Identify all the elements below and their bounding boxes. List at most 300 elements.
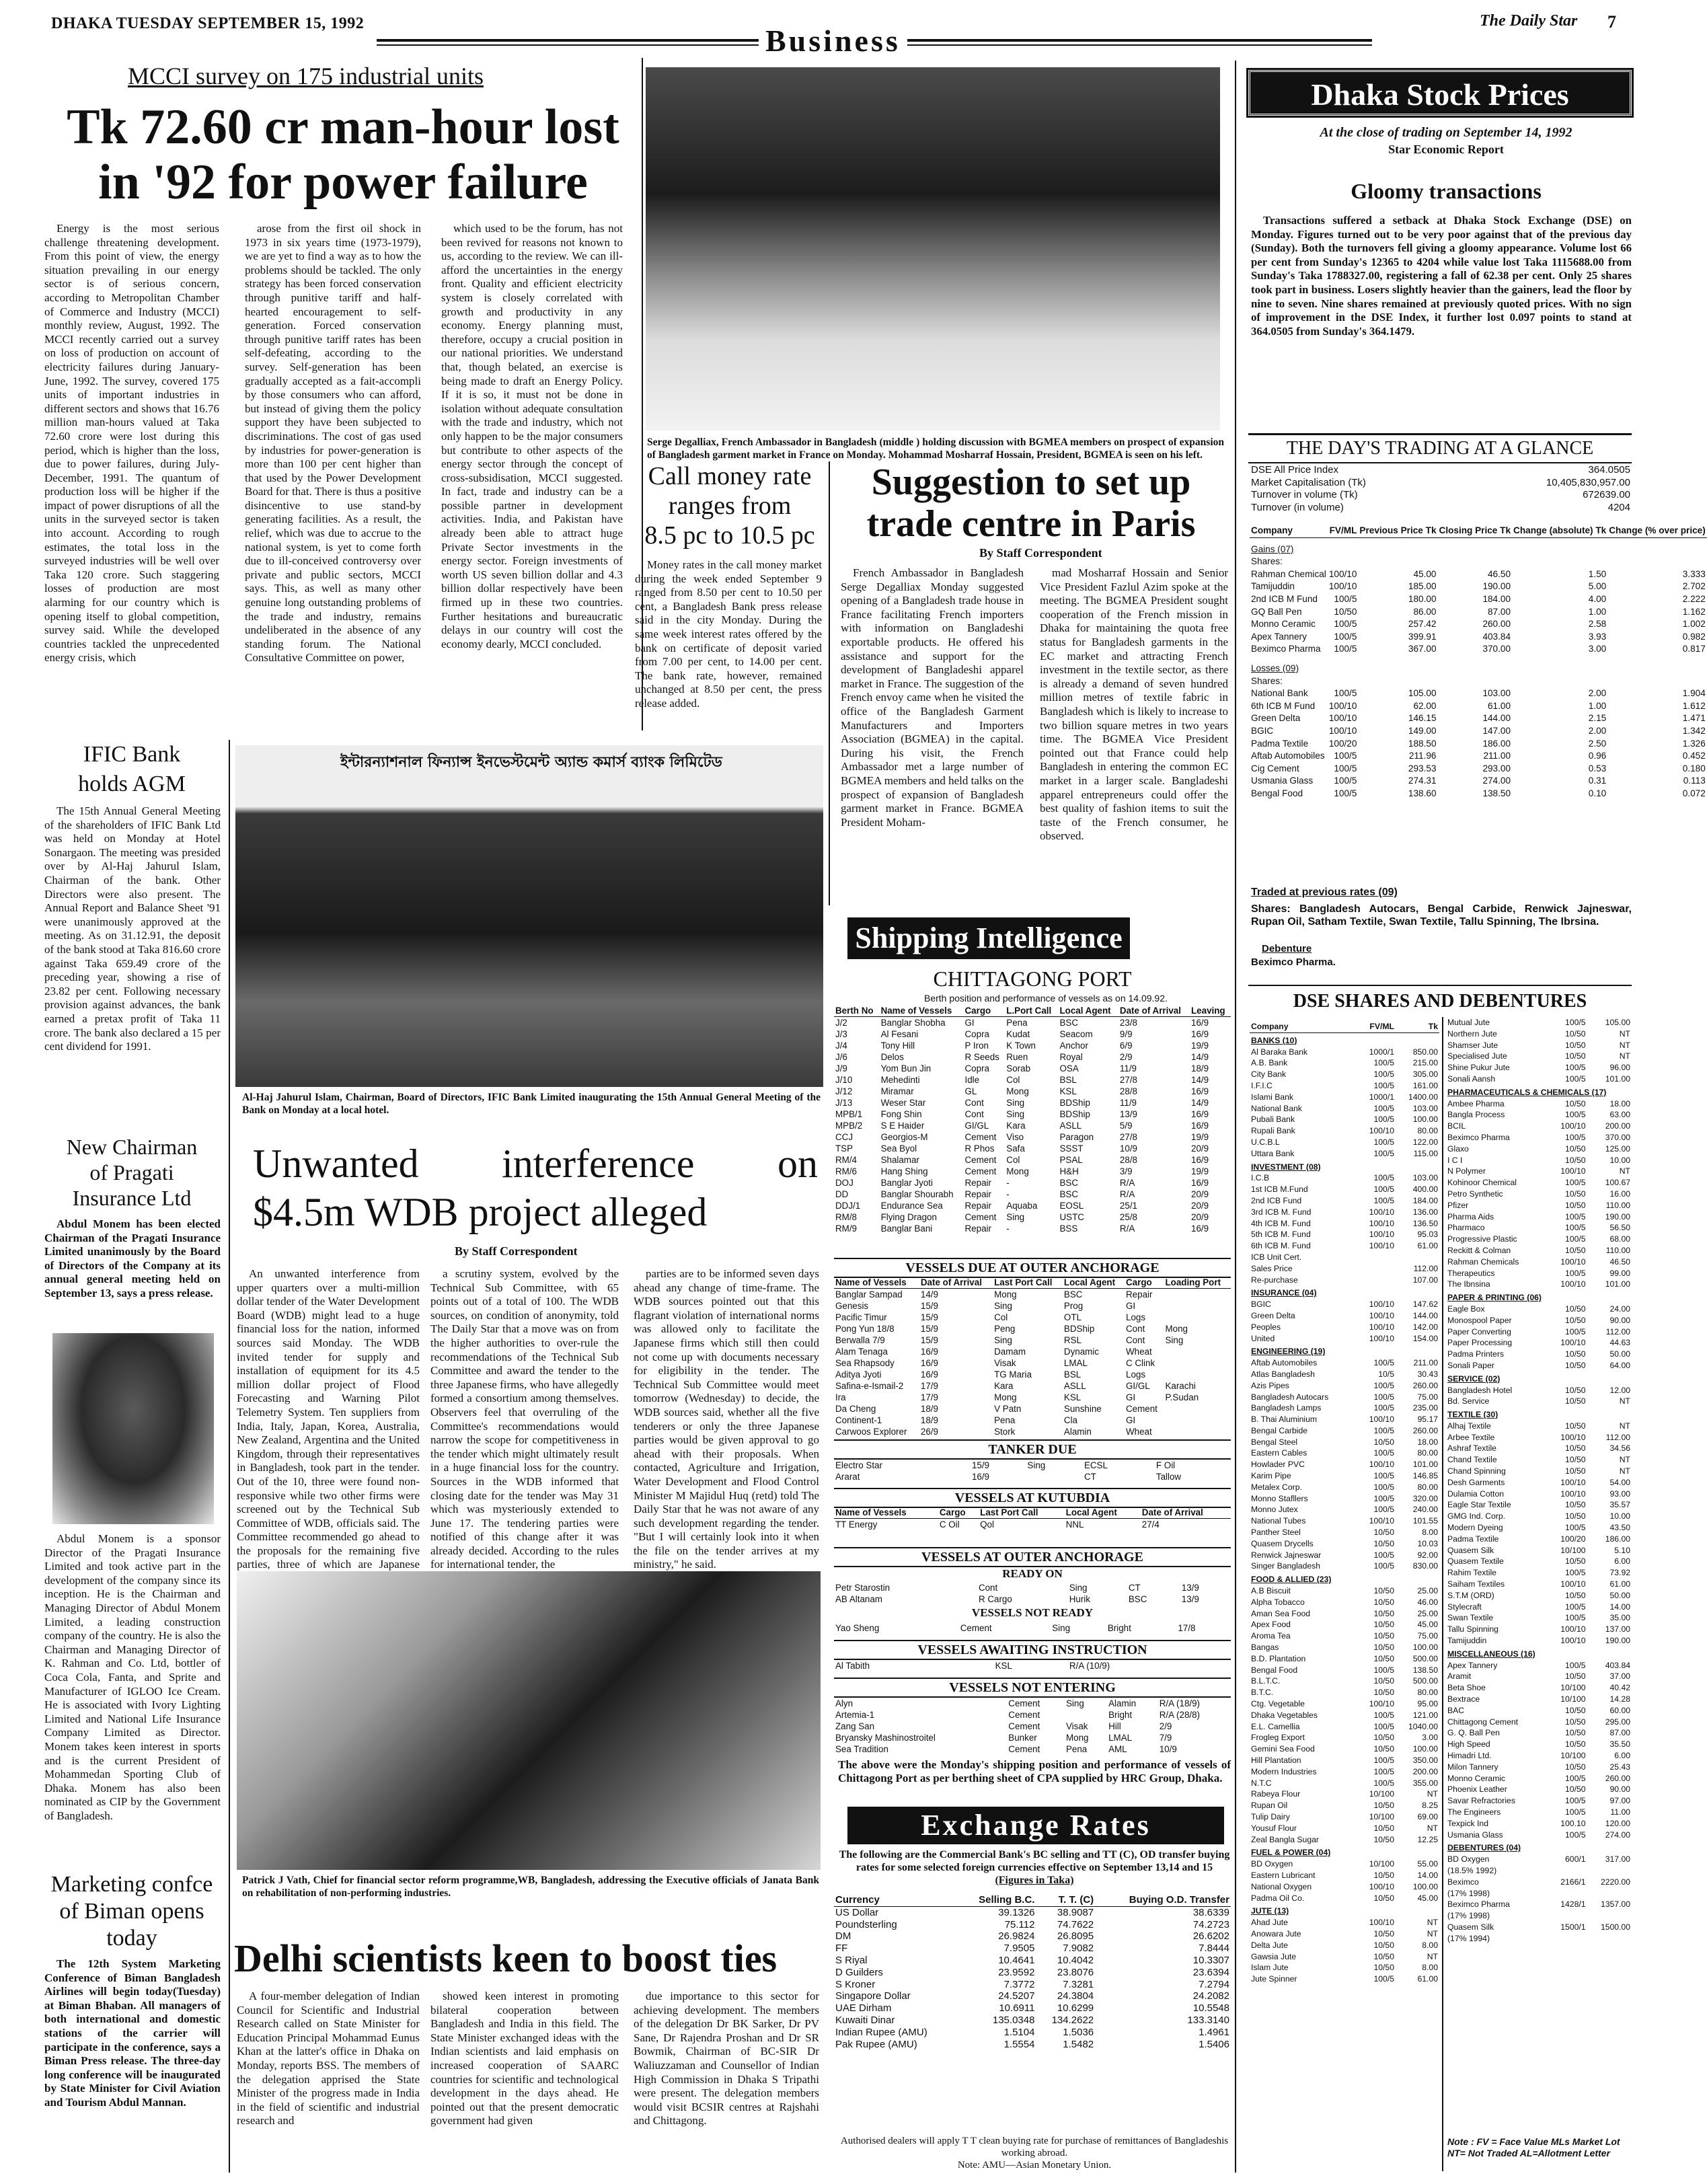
share-price: NT <box>1427 1789 1438 1799</box>
face-value: 10/50 <box>1565 1717 1586 1727</box>
face-value: 10/50 <box>1373 1586 1394 1596</box>
share-price: 211.00 <box>1413 1358 1438 1368</box>
face-value: 100/5 <box>1565 1602 1586 1612</box>
face-value: 100/5 <box>1373 1080 1394 1090</box>
janata-bank-photo <box>237 1571 821 1870</box>
table-cell: BSL <box>1059 1075 1077 1085</box>
share-price: NT <box>1619 1166 1630 1176</box>
table-cell: 0.113 <box>1683 776 1706 786</box>
face-value <box>1358 1263 1396 1275</box>
table-cell: 100/5 <box>1334 788 1357 798</box>
share-price: 8.00 <box>1422 1528 1438 1538</box>
sector-header <box>1250 1845 1439 1858</box>
table-cell: K Town <box>1006 1041 1036 1051</box>
share-price: 5.10 <box>1614 1545 1630 1555</box>
table-cell: 9/9 <box>1119 1029 1133 1039</box>
table-cell: Genesis <box>835 1301 869 1311</box>
table-cell: BSS <box>1059 1223 1078 1234</box>
table-cell: 274.31 <box>1408 776 1437 786</box>
share-price: 101.00 <box>1605 1279 1630 1289</box>
face-value: 10/50 <box>1373 1538 1394 1548</box>
sector-header <box>1250 1344 1439 1357</box>
share-price: 56.50 <box>1609 1223 1630 1233</box>
share-row <box>1446 1360 1632 1371</box>
share-price: 107.00 <box>1412 1275 1438 1285</box>
share-price: 830.00 <box>1412 1561 1438 1571</box>
table-cell: 18/9 <box>920 1415 938 1425</box>
table-cell: 2.00 <box>1588 688 1607 699</box>
company-name: Bangla Process <box>1447 1110 1505 1120</box>
glance-row <box>1250 489 1632 502</box>
table-cell: 3.00 <box>1588 644 1607 654</box>
share-price: 93.00 <box>1609 1489 1630 1499</box>
sector-label: TEXTILE (30) <box>1447 1410 1499 1420</box>
table-cell: 14/9 <box>1191 1098 1209 1108</box>
table-cell: 144.00 <box>1482 713 1511 724</box>
share-price: 112.00 <box>1413 1263 1438 1273</box>
exchange-intro: The following are the Commercial Bank's BC selling and TT (C), OD transfer buying rates for some selected foreign currencies effective on September 13,14 and 15 (Figures in Taka) <box>839 1849 1230 1886</box>
share-price: 45.00 <box>1417 1893 1438 1903</box>
face-value: 10/50 <box>1373 1631 1394 1641</box>
share-row <box>1446 1511 1632 1522</box>
face-value: 100/5 <box>1373 1425 1394 1435</box>
table-cell: - <box>1006 1178 1010 1188</box>
column-header: Name of Vessels <box>880 1005 964 1017</box>
face-value: 10/50 <box>1373 1963 1394 1973</box>
table-cell: SSST <box>1059 1143 1084 1154</box>
column-header: L.Port Call <box>1005 1005 1058 1017</box>
table-cell: GL <box>964 1086 977 1096</box>
share-row <box>1250 1788 1439 1800</box>
share-price: 35.00 <box>1609 1613 1630 1623</box>
company-name: Beximco Pharma <box>1447 1132 1510 1142</box>
company-name: National Bank <box>1251 1103 1302 1113</box>
ready-on-label: READY ON <box>1002 1567 1063 1580</box>
table-cell: RM/8 <box>835 1212 857 1222</box>
table-cell: US Dollar <box>835 1906 879 1918</box>
share-price: 10.00 <box>1609 1155 1630 1165</box>
company-name: Progressive Plastic <box>1447 1234 1517 1244</box>
sector-header <box>1250 1032 1439 1046</box>
column-header: Last Port Call <box>993 1277 1063 1289</box>
face-value <box>1548 1910 1587 1922</box>
sector-header <box>1446 1371 1632 1385</box>
debentures-note: Note : FV = Face Value MLs Market Lot NT= Not Traded AL=Allotment Letter <box>1447 2136 1620 2158</box>
table-cell: Cont <box>978 1583 998 1593</box>
company-name: Jute Spinner <box>1251 1974 1297 1984</box>
table-cell: 4.00 <box>1588 593 1607 604</box>
table-cell: 5.00 <box>1588 581 1607 592</box>
table-cell: KSL <box>1059 1086 1077 1096</box>
table-cell: Yao Sheng <box>835 1623 880 1633</box>
table-cell: 105.00 <box>1408 688 1437 699</box>
share-price: NT <box>1619 1051 1630 1061</box>
face-value: 100/10 <box>1560 1489 1586 1499</box>
table-cell: Cement <box>964 1212 997 1222</box>
table-cell: - <box>1006 1189 1010 1199</box>
share-price: 80.00 <box>1417 1688 1438 1698</box>
share-price: 146.85 <box>1412 1471 1438 1481</box>
company-name: Bengal Steel <box>1251 1437 1298 1447</box>
face-value: 10/100 <box>1369 1859 1394 1869</box>
share-row <box>1250 1870 1439 1881</box>
share-price: 61.00 <box>1417 1241 1438 1251</box>
share-price: 850.00 <box>1412 1047 1438 1057</box>
currency-row <box>834 1943 1231 1955</box>
not-entering-title: VESSELS NOT ENTERING <box>834 1678 1231 1698</box>
face-value: 100/10 <box>1560 1624 1586 1634</box>
share-price: 10.00 <box>1609 1511 1630 1521</box>
share-row <box>1446 1624 1632 1635</box>
table-cell: S Kroner <box>835 1978 876 1990</box>
share-price: 120.00 <box>1605 1818 1630 1828</box>
share-row <box>1446 1522 1632 1534</box>
table-cell: Cement <box>1008 1744 1040 1754</box>
face-value: 100/5 <box>1373 1103 1394 1113</box>
company-name: Azis Pipes <box>1251 1380 1289 1390</box>
table-cell: 16/9 <box>1191 1223 1209 1234</box>
sector-label: MISCELLANEOUS (16) <box>1447 1649 1535 1659</box>
bgmea-meeting-photo <box>646 67 1220 430</box>
table-cell: Cont <box>964 1098 984 1108</box>
table-cell: BDShip <box>1063 1324 1095 1334</box>
table-cell: Sing <box>1027 1460 1046 1470</box>
share-price: 112.00 <box>1605 1432 1630 1442</box>
table-cell: 1.00 <box>1588 606 1607 617</box>
table-cell: R Cargo <box>978 1594 1012 1604</box>
face-value: 10/50 <box>1373 1676 1394 1686</box>
face-value: 10/50 <box>1565 1155 1586 1165</box>
table-cell: Cement <box>1008 1710 1040 1720</box>
table-cell: Bright <box>1108 1710 1133 1720</box>
table-cell: 15/9 <box>920 1324 938 1334</box>
table-cell: Tony Hill <box>880 1041 915 1051</box>
table-cell: GQ Ball Pen <box>1251 606 1302 617</box>
table-cell: 100/5 <box>1334 644 1357 654</box>
share-row <box>1250 1392 1439 1403</box>
share-row <box>1250 1252 1439 1263</box>
share-row <box>1250 1322 1439 1333</box>
face-value: 1500/1 <box>1560 1922 1586 1932</box>
table-cell: 10/9 <box>1159 1744 1177 1754</box>
share-price: 14.00 <box>1417 1870 1438 1880</box>
share-row <box>1250 1184 1439 1195</box>
share-row <box>1446 1739 1632 1750</box>
table-cell: ASLL <box>1059 1121 1082 1131</box>
company-name: Quasem Silk <box>1447 1545 1494 1555</box>
share-row <box>1446 1717 1632 1728</box>
company-name: 2nd ICB Fund <box>1251 1195 1302 1205</box>
table-cell: PSAL <box>1059 1155 1083 1165</box>
company-name: Specialised Jute <box>1447 1051 1507 1061</box>
company-name: Howlader PVC <box>1251 1460 1305 1470</box>
column-header: Tk <box>1396 1021 1439 1032</box>
company-name: Ashraf Textile <box>1447 1443 1496 1454</box>
face-value: 100/10 <box>1369 1218 1394 1228</box>
table-cell: 11/9 <box>1119 1098 1137 1108</box>
sector-header <box>1446 1840 1632 1854</box>
table-cell: GI/GL <box>1126 1381 1150 1391</box>
company-name: 5th ICB M. Fund <box>1251 1230 1311 1240</box>
table-cell: 46.50 <box>1487 568 1511 579</box>
face-value: 10/50 <box>1565 1189 1586 1199</box>
berth-row <box>834 1189 1231 1200</box>
table-cell: 0.10 <box>1588 788 1607 798</box>
share-price: 12.25 <box>1417 1834 1438 1844</box>
table-cell: Repair <box>1126 1289 1153 1300</box>
share-price: 80.00 <box>1417 1126 1438 1136</box>
biman-headline: Marketing confce of Biman opens today <box>50 1872 213 1951</box>
table-cell: AML <box>1108 1744 1127 1754</box>
table-cell: Kara <box>1006 1121 1026 1131</box>
table-cell <box>1164 1289 1231 1301</box>
share-price: 61.00 <box>1417 1974 1438 1984</box>
table-cell: Hurik <box>1069 1594 1090 1604</box>
table-cell: 1.00 <box>1588 700 1607 711</box>
company-name: Eagle Box <box>1447 1304 1485 1314</box>
share-price: 101.55 <box>1412 1516 1438 1526</box>
share-price: 370.00 <box>1605 1132 1630 1142</box>
table-cell: Logs <box>1126 1369 1146 1380</box>
face-value: 1428/1 <box>1560 1899 1586 1910</box>
face-value: 100/5 <box>1373 1665 1394 1675</box>
face-value: 100/10 <box>1369 1516 1394 1526</box>
share-row <box>1446 1602 1632 1613</box>
table-cell: LMAL <box>1063 1358 1088 1368</box>
share-row <box>1446 1545 1632 1556</box>
table-cell: 7.8444 <box>1199 1943 1229 1955</box>
table-cell: BSL <box>1063 1369 1082 1380</box>
table-cell: 10.4641 <box>998 1954 1035 1966</box>
table-cell: J/3 <box>835 1029 847 1039</box>
company-name: Bangladesh Lamps <box>1251 1403 1322 1413</box>
table-cell: Dynamic <box>1063 1347 1099 1357</box>
column-header: Date of Arrival <box>1118 1005 1190 1017</box>
table-cell: Sunshine <box>1063 1404 1102 1414</box>
share-price: 61.00 <box>1609 1579 1630 1589</box>
share-row <box>1250 1755 1439 1766</box>
table-cell: 39.1326 <box>998 1906 1035 1918</box>
share-row <box>1250 1459 1439 1470</box>
share-row <box>1446 1830 1632 1841</box>
share-price: 305.00 <box>1412 1069 1438 1080</box>
company-name: City Bank <box>1251 1069 1287 1080</box>
face-value: 100/5 <box>1373 1482 1394 1492</box>
table-cell: 2.50 <box>1588 738 1607 749</box>
table-cell: 100/10 <box>1328 725 1357 736</box>
share-price: 16.00 <box>1609 1189 1630 1199</box>
outer-anchorage-row <box>834 1369 1231 1380</box>
company-name: BGIC <box>1251 1300 1271 1310</box>
share-row <box>1250 1619 1439 1630</box>
losses-label: Losses (09) <box>1251 663 1299 673</box>
table-cell: J/10 <box>835 1075 853 1085</box>
table-cell: 2.222 <box>1682 593 1706 604</box>
delhi-col3: due importance to this sector for achieving development. The members of the delegation Dr BK Sarker, Dr PV Sane, Dr Rajendra Proshan and Dr SR Bowmik, Chairman of BC-SIR Dr Waliuzzaman and Counsellor of Indian High Commission in Dhaka S Tripathi were present. The delegation members would visit BCSIR centres at Rajshahi and Chittagong. <box>634 1990 819 2127</box>
share-price: 110.00 <box>1605 1200 1630 1210</box>
share-row <box>1446 1040 1632 1051</box>
table-cell: 0.452 <box>1682 751 1706 761</box>
company-name: N Polymer <box>1447 1166 1486 1176</box>
table-cell: Carwoos Explorer <box>835 1427 907 1437</box>
table-cell: 14/9 <box>1191 1075 1209 1085</box>
table-cell: 13/9 <box>1181 1583 1199 1593</box>
table-cell: 17/9 <box>920 1381 938 1391</box>
share-price: 30.43 <box>1417 1369 1438 1379</box>
share-row <box>1446 1795 1632 1807</box>
berth-row <box>834 1040 1231 1051</box>
table-cell: Logs <box>1126 1312 1146 1322</box>
tanker-row <box>834 1460 1231 1471</box>
face-value: 100/5 <box>1565 1613 1586 1623</box>
callmoney-body: Money rates in the call money market during the week ended September 9 ranged from 8.50 per cent to 10.50 per cent, a Bangladesh Bank press release said in the city Monday. During the same week interest rates offered by the bank on certificate of deposit varied from 7.00 per cent, to 14.00 per cent. The bank rate, however, remained unchanged at 8.50 per cent, the press release added. <box>635 558 822 710</box>
table-cell: LMAL <box>1108 1733 1133 1743</box>
company-name: BD Oxygen <box>1447 1854 1490 1865</box>
company-name: Ahad Jute <box>1251 1918 1288 1928</box>
table-cell: D Guilders <box>835 1966 883 1978</box>
share-row <box>1446 1143 1632 1155</box>
column-header: Local Agent <box>1058 1005 1118 1017</box>
share-row <box>1446 1074 1632 1085</box>
share-price: 190.00 <box>1605 1636 1630 1646</box>
table-cell: 211.96 <box>1408 751 1437 761</box>
share-row <box>1446 1062 1632 1074</box>
share-row <box>1250 1069 1439 1080</box>
wdb-headline: Unwanted interference on $4.5m WDB project alleged <box>253 1141 818 1234</box>
share-price: NT <box>1619 1040 1630 1050</box>
share-row <box>1446 1211 1632 1223</box>
table-cell: 19/9 <box>1191 1132 1209 1142</box>
share-price: 103.00 <box>1412 1103 1438 1113</box>
company-name: Chittagong Cement <box>1447 1717 1519 1727</box>
share-row <box>1250 1137 1439 1148</box>
table-cell: 10/50 <box>1334 606 1357 617</box>
outer2-row <box>834 1582 1231 1593</box>
table-cell <box>1164 1346 1231 1357</box>
company-name: Anowara Jute <box>1251 1928 1301 1938</box>
callmoney-headline: Call money rate ranges from 8.5 pc to 10.5 pc <box>644 462 815 550</box>
table-cell: RSL <box>1063 1335 1082 1345</box>
table-cell: R/A <box>1119 1223 1135 1234</box>
table-cell: 0.96 <box>1588 751 1607 761</box>
table-cell: Sing <box>1006 1212 1025 1222</box>
share-row <box>1250 1195 1439 1207</box>
sector-header <box>1446 1407 1632 1421</box>
table-cell: Peng <box>994 1324 1016 1334</box>
table-cell: 7.3772 <box>1003 1978 1035 1990</box>
table-cell: RM/4 <box>835 1155 857 1165</box>
loser-row <box>1250 687 1707 700</box>
company-name: Bangladesh Hotel <box>1447 1385 1513 1395</box>
table-cell: National Bank <box>1251 688 1308 699</box>
face-value: 100/5 <box>1373 1756 1394 1765</box>
gains-shares-label: Shares: <box>1251 556 1283 567</box>
glance-title: THE DAY'S TRADING AT A GLANCE <box>1248 433 1632 463</box>
berth-row <box>834 1063 1231 1074</box>
face-value: 10/50 <box>1565 1051 1586 1061</box>
table-cell: Col <box>1006 1155 1020 1165</box>
company-name: Beta Shoe <box>1447 1683 1486 1693</box>
company-name: Bengal Carbide <box>1251 1425 1308 1435</box>
table-cell: 100/5 <box>1334 631 1357 642</box>
face-value: 100/10 <box>1369 1699 1394 1709</box>
not-entering-row <box>834 1721 1231 1732</box>
share-row <box>1250 1218 1439 1230</box>
share-row <box>1446 1443 1632 1454</box>
berth-row <box>834 1086 1231 1097</box>
face-value: 10/50 <box>1373 1528 1394 1538</box>
face-value: 100/5 <box>1373 1403 1394 1413</box>
table-cell: R/A (10/9) <box>1069 1661 1110 1671</box>
share-price: 122.00 <box>1412 1137 1438 1147</box>
table-cell: 7.9082 <box>1063 1943 1094 1955</box>
table-cell: 38.6339 <box>1192 1906 1229 1918</box>
pragati-body1: Abdul Monem has been elected Chairman of the Pragati Insurance Limited unanimously by the Board of Directors of the Company at its annual general meeting held on September 13, says a press release. <box>44 1217 221 1300</box>
table-cell: R/A (28/8) <box>1159 1710 1201 1720</box>
company-name: Dulamia Cotton <box>1447 1489 1504 1499</box>
outer-anchorage-title: VESSELS DUE AT OUTER ANCHORAGE <box>834 1258 1231 1278</box>
face-value <box>1548 1888 1587 1899</box>
face-value: 100/5 <box>1565 1326 1586 1336</box>
share-price: 100.00 <box>1412 1881 1438 1891</box>
awaiting-title: VESSELS AWAITING INSTRUCTION <box>834 1640 1231 1660</box>
share-row <box>1250 1800 1439 1811</box>
share-row <box>1250 1527 1439 1538</box>
company-name: Arbee Textile <box>1447 1432 1495 1442</box>
share-row <box>1446 1489 1632 1500</box>
share-price: 1040.00 <box>1408 1721 1438 1731</box>
company-name: Dhaka Vegetables <box>1251 1710 1318 1720</box>
table-cell: Ira <box>835 1392 846 1402</box>
gainer-row <box>1250 631 1707 644</box>
company-name: Peoples <box>1251 1322 1281 1332</box>
sector-label: FUEL & POWER (04) <box>1251 1848 1331 1858</box>
table-cell: 188.50 <box>1408 738 1437 749</box>
share-price: 1400.00 <box>1408 1092 1438 1102</box>
share-row <box>1446 1337 1632 1349</box>
share-row <box>1446 1326 1632 1338</box>
face-value: 100/5 <box>1373 1550 1394 1560</box>
table-cell: Kara <box>994 1381 1014 1391</box>
share-row <box>1446 1694 1632 1705</box>
share-price: 90.00 <box>1609 1315 1630 1325</box>
table-cell: 135.0348 <box>992 2014 1035 2026</box>
share-row <box>1446 1499 1632 1511</box>
table-cell: KSL <box>1063 1392 1082 1402</box>
company-name: (17% 1994) <box>1447 1933 1490 1943</box>
share-row <box>1446 1166 1632 1177</box>
share-row <box>1250 1665 1439 1676</box>
table-cell: 100/5 <box>1334 619 1357 630</box>
ific-photo-caption: Al-Haj Jahurul Islam, Chairman, Board of Directors, IFIC Bank Limited inaugurating the 15th Annual General Meeting of the Bank on Monday at a local hotel. <box>242 1092 821 1116</box>
table-cell: 0.072 <box>1682 788 1706 798</box>
share-row <box>1446 1773 1632 1784</box>
outer-anchorage-row <box>834 1403 1231 1415</box>
table-cell: 14/9 <box>920 1289 938 1300</box>
table-cell: Visak <box>994 1358 1016 1368</box>
face-value: 100/5 <box>1373 1721 1394 1731</box>
company-name: Sonali Paper <box>1447 1360 1494 1370</box>
table-cell: 5/9 <box>1119 1121 1133 1131</box>
table-cell: 19/9 <box>1191 1041 1209 1051</box>
share-price: 1357.00 <box>1600 1899 1630 1910</box>
table-cell: Mong <box>1006 1166 1029 1176</box>
share-price <box>1587 1888 1632 1899</box>
share-row <box>1446 1132 1632 1143</box>
mcci-kicker: MCCI survey on 175 industrial units <box>128 63 484 89</box>
sector-label: PHARMACEUTICALS & CHEMICALS (17) <box>1447 1087 1607 1097</box>
paper-name: The Daily Star <box>1480 12 1578 30</box>
